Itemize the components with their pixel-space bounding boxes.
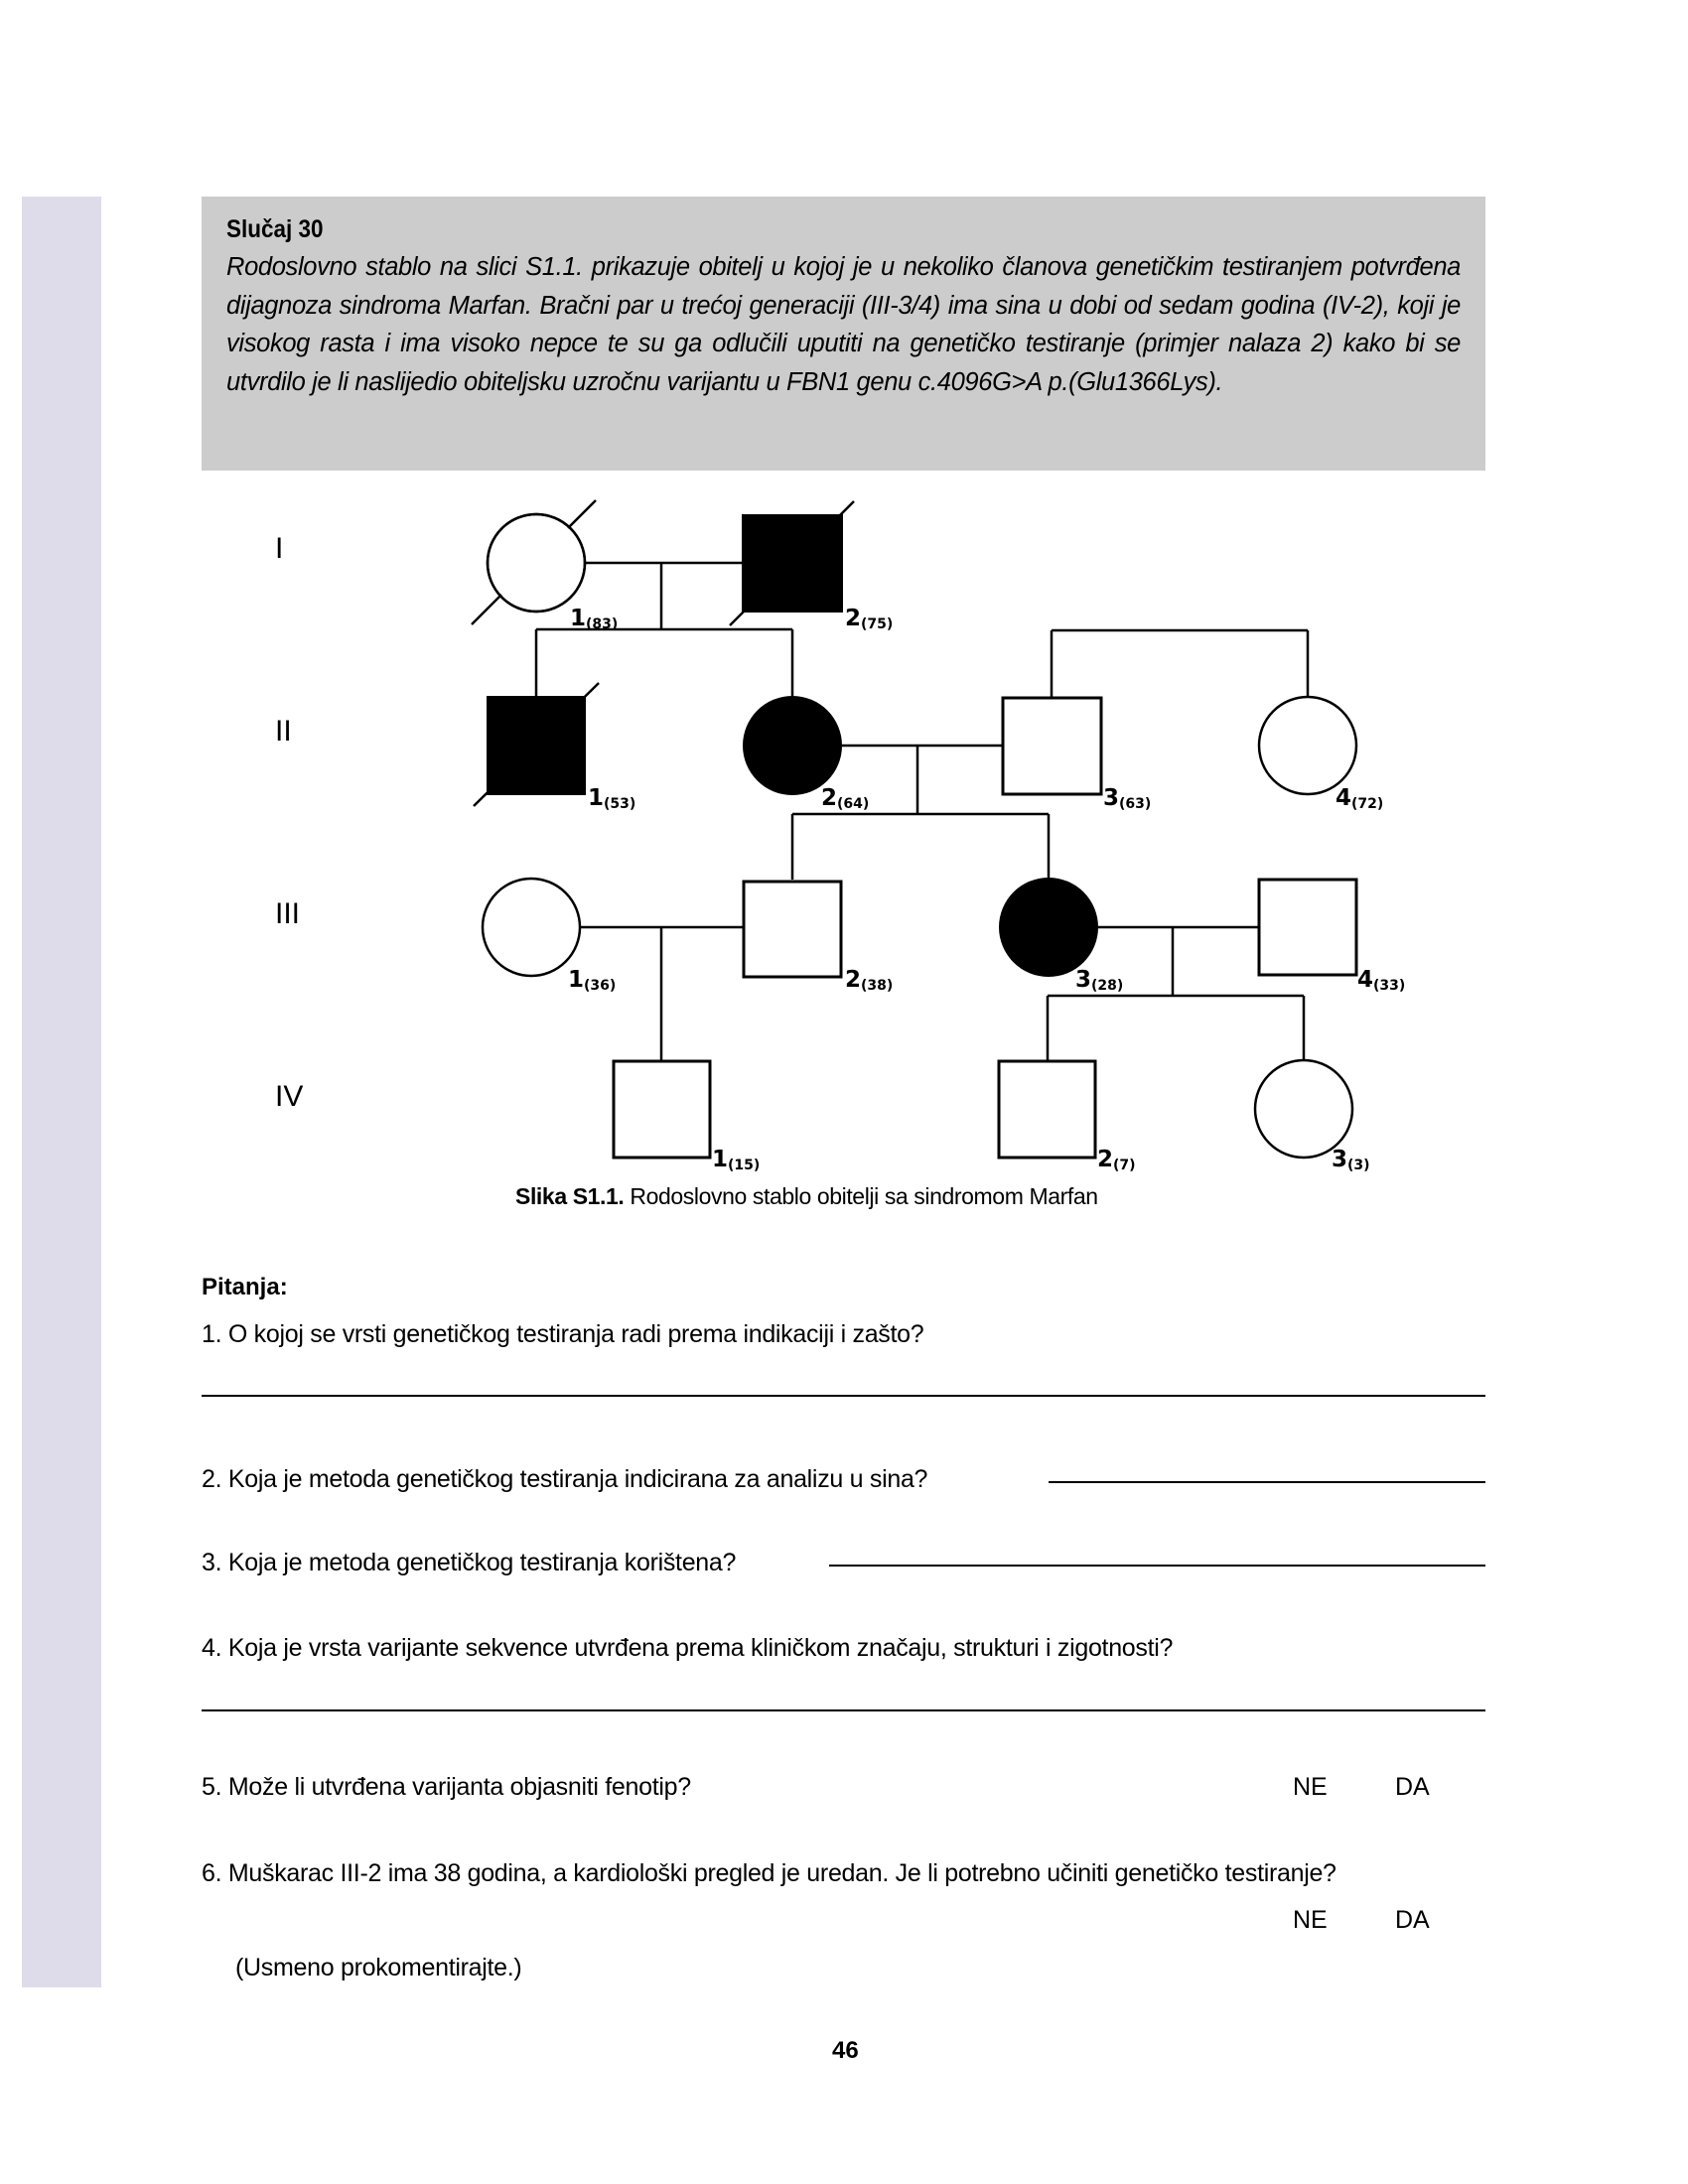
answer-line-2[interactable] [1049, 1481, 1485, 1483]
question-3: 3. Koja je metoda genetičkog testiranja korištena? [202, 1549, 737, 1576]
label-IV-2: 2(7) [1097, 1147, 1136, 1173]
label-II-2: 2(64) [821, 785, 870, 812]
label-I-2: 2(75) [845, 606, 894, 632]
individual-IV-3 [1255, 1060, 1352, 1158]
figure-caption [515, 1183, 1098, 1210]
questions-heading: Pitanja: [202, 1274, 288, 1300]
answer-line-4[interactable] [202, 1709, 1485, 1711]
case-description: Rodoslovno stablo na slici S1.1. prikazuje obitelj u kojoj je u nekoliko članova genetičkim testiranjem potvrđena dijagnoza sindroma Marfan. Bračni par u trećoj generaciji (III-3/4) ima sina u dobi od sedam godina (IV-2), koji je visokog rasta i ima visoko nepce te su ga odlučili uputiti na genetičko testiranje (primjer nalaza 2) kako bi se utvrdilo je li naslijedio obiteljsku uzročnu varijantu u FBN1 genu c.4096G>A p.(Glu1366Lys). [226, 253, 1461, 396]
label-I-1: 1(83) [570, 606, 619, 632]
label-III-4: 4(33) [1357, 967, 1406, 994]
generation-label-I: I [275, 532, 284, 565]
label-II-3: 3(63) [1103, 785, 1152, 812]
generation-label-II: II [275, 715, 292, 748]
individual-III-1 [483, 879, 580, 976]
answer-line-1[interactable] [202, 1395, 1485, 1397]
case-title: Slučaj 30 [226, 215, 324, 243]
individual-III-4 [1259, 880, 1356, 975]
individual-IV-1 [614, 1061, 710, 1158]
question-2: 2. Koja je metoda genetičkog testiranja indicirana za analizu u sina? [202, 1465, 928, 1493]
individual-III-3 [999, 878, 1098, 977]
answer-line-3[interactable] [829, 1565, 1485, 1567]
caption-label: Slika S1.1. [515, 1183, 625, 1209]
individual-IV-2 [999, 1061, 1095, 1158]
label-III-1: 1(36) [568, 967, 617, 994]
question-4: 4. Koja je vrsta varijante sekvence utvrđena prema kliničkom značaju, strukturi i zigotnosti? [202, 1634, 1174, 1662]
option-ne-q5[interactable]: NE [1293, 1773, 1328, 1801]
question-1: 1. O kojoj se vrsti genetičkog testiranja radi prema indikaciji i zašto? [202, 1320, 924, 1348]
option-ne-q6[interactable]: NE [1293, 1906, 1328, 1934]
label-IV-3: 3(3) [1332, 1147, 1370, 1173]
individual-II-4 [1259, 697, 1356, 794]
label-IV-1: 1(15) [712, 1147, 761, 1173]
label-II-1: 1(53) [588, 785, 636, 812]
question-6-note: (Usmeno prokomentirajte.) [235, 1954, 522, 1981]
option-da-q5[interactable]: DA [1395, 1773, 1430, 1801]
label-II-4: 4(72) [1336, 785, 1384, 812]
generation-label-IV: IV [275, 1080, 304, 1113]
question-6: 6. Muškarac III-2 ima 38 godina, a kardiološki pregled je uredan. Je li potrebno učiniti genetičko testiranje? [202, 1859, 1336, 1887]
individual-II-3 [1003, 698, 1101, 794]
label-III-3: 3(28) [1075, 967, 1124, 994]
individual-II-2 [743, 696, 842, 795]
question-5: 5. Može li utvrđena varijanta objasniti fenotip? [202, 1773, 691, 1801]
caption-text: Rodoslovno stablo obitelji sa sindromom Marfan [624, 1183, 1098, 1209]
generation-label-III: III [275, 897, 301, 930]
label-III-2: 2(38) [845, 967, 894, 994]
option-da-q6[interactable]: DA [1395, 1906, 1430, 1934]
individual-III-2 [744, 882, 841, 977]
page-number: 46 [832, 2037, 859, 2064]
